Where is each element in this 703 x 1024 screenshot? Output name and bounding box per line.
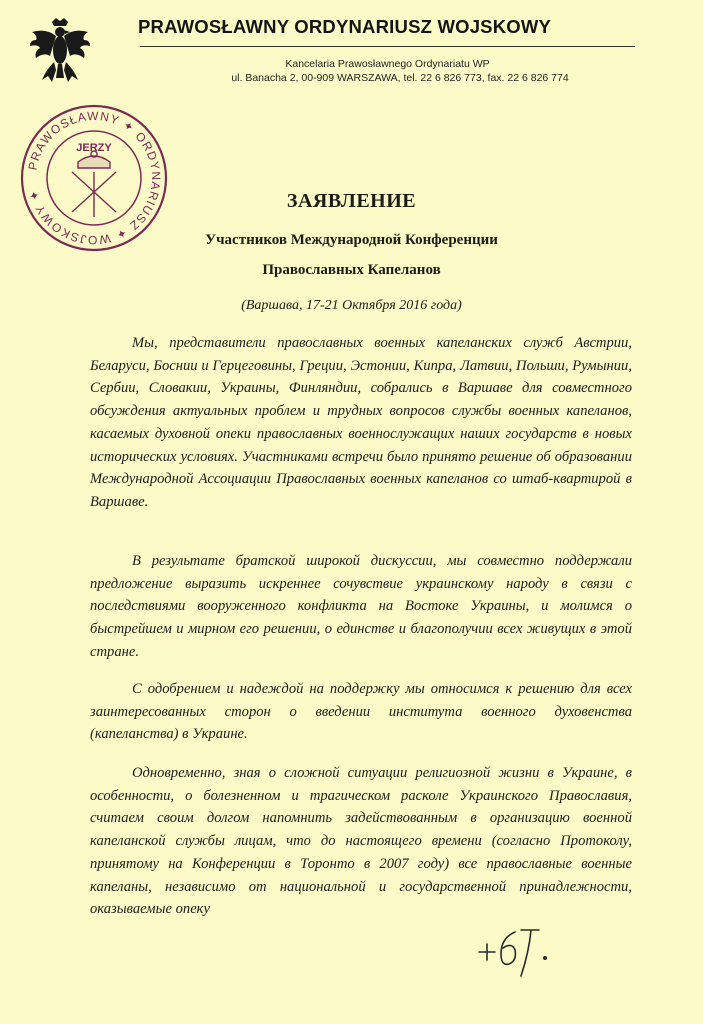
office-name: Kancelaria Prawosławnego Ordynariatu WP	[285, 58, 490, 70]
statement-subtitle-line2: Православных Капеланов	[262, 262, 441, 278]
paragraph-4	[90, 762, 632, 921]
paragraph-2-text: В результате братской широкой дискуссии, мы совместно поддержали предложение выразить искреннее сочувствие украинскому народу в связи с последствиями вооруженного конфликта на Востоке Украины, и молимся о быстрейшем и мирном его решении, о единстве и благополучии всех живущих в этой стране.	[90, 553, 632, 660]
office-address: ul. Banacha 2, 00-909 WARSZAWA, tel. 22 6 826 773, fax. 22 6 826 774	[231, 72, 569, 84]
statement-subtitle-line1: Участников Международной Конференции	[205, 232, 498, 248]
paragraph-3	[90, 678, 632, 746]
paragraph-1	[90, 332, 632, 514]
letterhead-rule	[140, 46, 635, 47]
polish-eagle-emblem	[28, 16, 92, 84]
organization-title: PRAWOSŁAWNY ORDYNARIUSZ WOJSKOWY	[138, 16, 552, 37]
svg-text:PRAWOSŁAWNY ✦ ORDYNARIUSZ ✦ WO: PRAWOSŁAWNY ✦ ORDYNARIUSZ ✦ WOJSKOWY ✦	[25, 108, 164, 248]
svg-text:JERZY: JERZY	[76, 142, 112, 154]
place-and-date: (Варшава, 17-21 Октября 2016 года)	[241, 298, 462, 313]
statement-title: ЗАЯВЛЕНИЕ	[286, 190, 417, 212]
paragraph-4-text: Одновременно, зная о сложной ситуации религиозной жизни в Украине, в особенности, о болезненном и трагическом расколе Украинского Православия, считаем своим долгом напомнить задействованным в организацию военной капеланской службы лицам, что до настоящего времени (согласно Протоколу, принятому на Конференции в Торонто в 2007 году) все православные военные капеланы, независимо от национальной и государственной принадлежности, оказываемые опеку	[90, 765, 632, 918]
paragraph-2	[90, 550, 632, 664]
paragraph-1-text: Мы, представители православных военных капеланских служб Австрии, Беларуси, Боснии и Герцеговины, Греции, Эстонии, Кипра, Латвии, Польши, Румынии, Сербии, Словакии, Украины, Финляндии, собрались в Варшаве для совместного обсуждения актуальных проблем и трудных вопросов службы военных капеланов, касаемых духовной опеки православных военнослужащих наших государств в новых исторических условиях. Участниками встречи было принято решение об образовании Международной Ассоциации Православных военных капеланов со штаб-квартирой в Варшаве.	[90, 335, 632, 510]
paragraph-3-text: С одобрением и надеждой на поддержку мы относимся к решению для всех заинтересованных сторон о введении института военного духовенства (капеланства) в Украине.	[90, 681, 632, 743]
handwritten-signature	[475, 918, 565, 980]
